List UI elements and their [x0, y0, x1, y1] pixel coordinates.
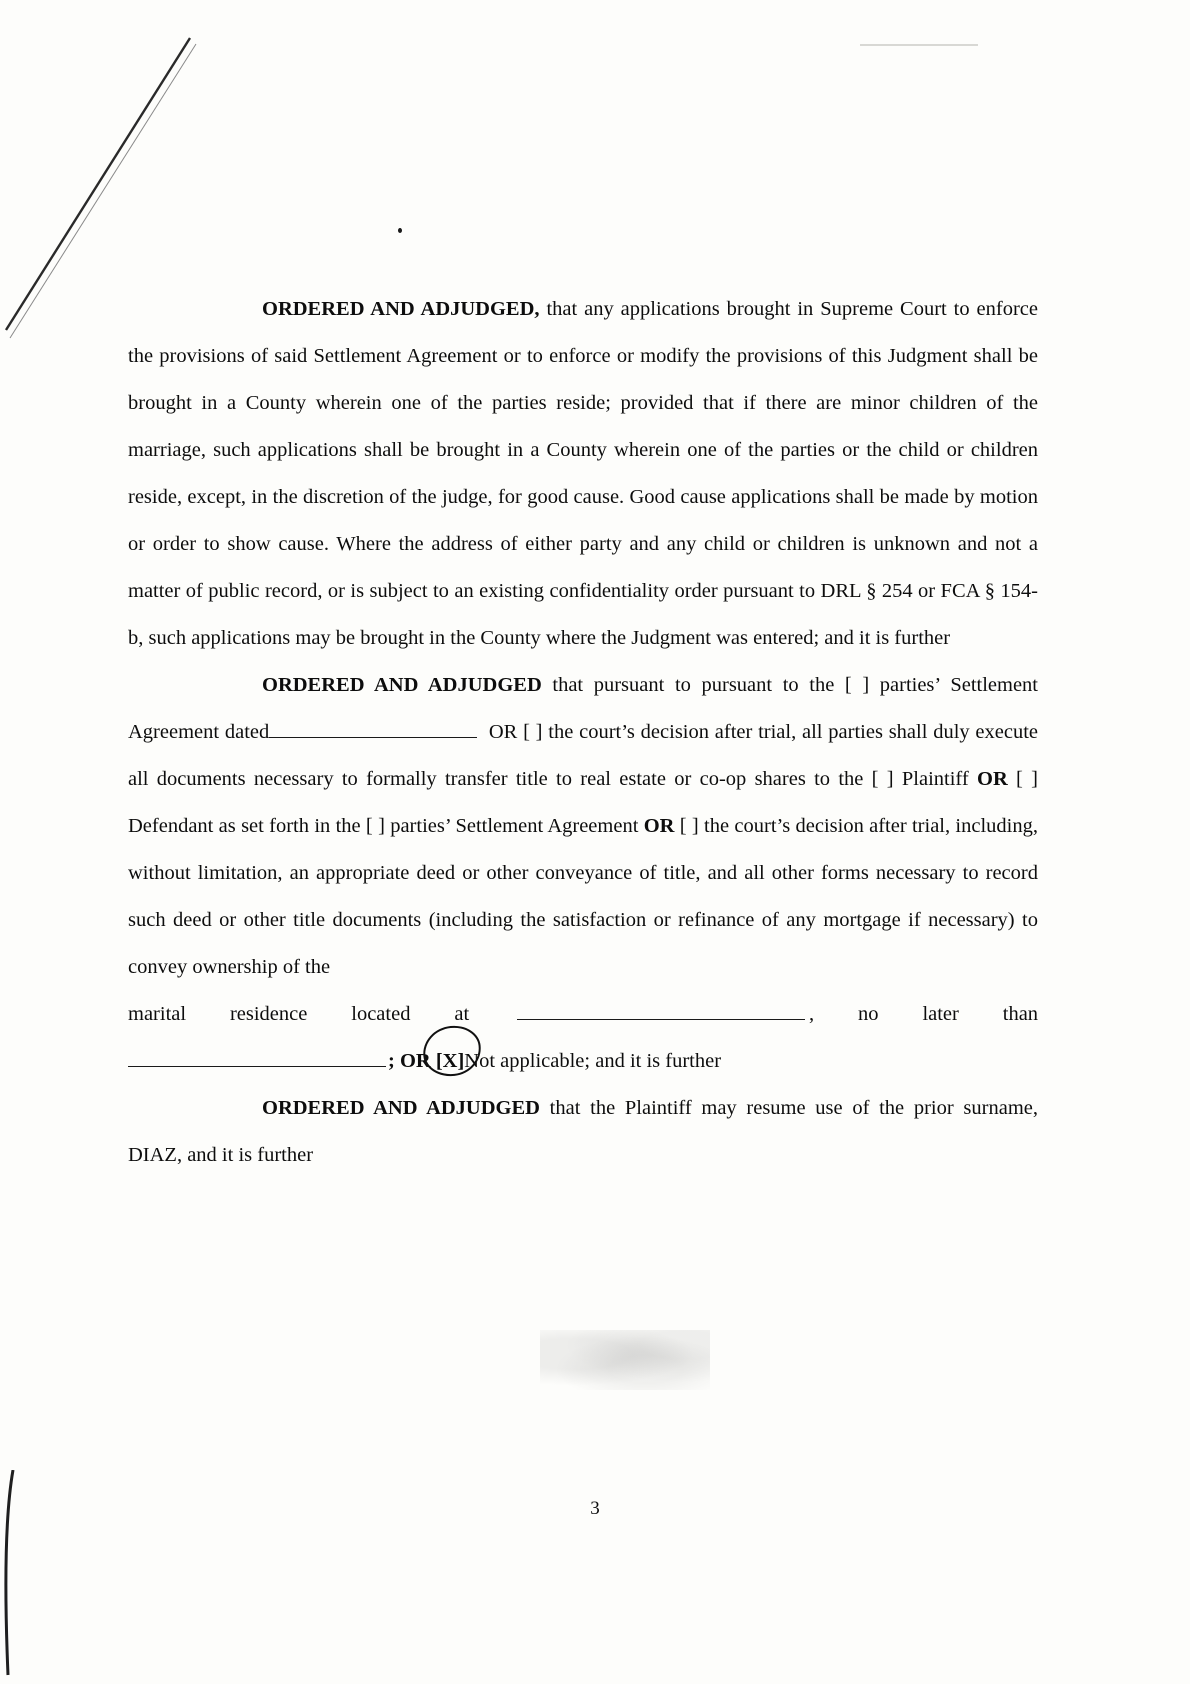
paragraph-2-or-bold-2: OR [643, 815, 675, 837]
comma-after-address: , [809, 1003, 815, 1025]
word-no: no [858, 1003, 879, 1025]
marital-residence-line [128, 991, 1038, 1038]
ordered-and-adjudged-heading-1: ORDERED AND ADJUDGED, [262, 298, 540, 320]
marital-residence-address-blank[interactable] [517, 1001, 805, 1020]
tail-or-label: ; OR [388, 1050, 431, 1072]
settlement-agreement-date-blank[interactable] [269, 719, 477, 738]
page-number: 3 [590, 1498, 600, 1519]
paragraph-2-segment-4: [ ] Defendant as set forth in the [ ] parties’ Settlement Agreement [128, 768, 1039, 837]
checkbox-x-mark: [X] [435, 1050, 465, 1072]
paragraph-3-text: that the Plaintiff may resume use of the prior surname, DIAZ, and it is further [128, 1097, 1038, 1166]
deadline-date-blank[interactable] [128, 1048, 386, 1067]
word-later: later [922, 1003, 959, 1025]
paragraph-2-or-bold-1: OR [977, 768, 1008, 790]
ordered-paragraph-1 [128, 286, 1038, 662]
paragraph-1-text: that any applications brought in Supreme Court to enforce the provisions of said Settlement Agreement or to enforce or modify the provisions of this Judgment shall be brought in a County wherein one of the parties reside; provided that if there are minor children of the marriage, such applications shall be brought in a County wherein one of the parties or the child or children reside, except, in the discretion of the judge, for good cause. Good cause applications shall be made by motion or order to show cause. Where the address of either party and any child or children is unknown and not a matter of public record, or is subject to an existing confidentiality order pursuant to DRL § 254 or FCA § 154-b, such applications may be brought in the County where the Judgment was entered; and it is further [128, 298, 1038, 649]
scan-artifact-top-mark [860, 44, 978, 46]
word-marital: marital [128, 1003, 187, 1025]
ordered-paragraph-3 [128, 1085, 1038, 1179]
word-at: at [454, 1003, 470, 1025]
paragraph-2-segment-1: that pursuant to pursuant to the [ ] parties’ Settlement Agreement dated [128, 674, 1038, 743]
scan-artifact-smudge [540, 1330, 710, 1390]
not-applicable-line [128, 1038, 1038, 1085]
not-applicable-text: Not applicable; and it is further [464, 1050, 722, 1072]
ordered-and-adjudged-heading-2: ORDERED AND ADJUDGED [262, 674, 542, 696]
paragraph-2-or-1: OR [ ] the court’s decision after trial, all parties shall duly execute all documents necessary to formally transfer title to real estate or co-op shares to the [ ] Plaintiff [128, 721, 1039, 790]
word-than: than [1002, 1003, 1039, 1025]
word-located: located [351, 1003, 411, 1025]
ordered-paragraph-2 [128, 662, 1038, 991]
word-residence: residence [229, 1003, 308, 1025]
document-body [128, 286, 1038, 1179]
scan-artifact-dot [398, 228, 402, 233]
paragraph-2-segment-6: [ ] the court’s decision after trial, including, without limitation, an appropriate deed or other conveyance of title, and all other forms necessary to record such deed or other title documents (including the satisfaction or refinance of any mortgage if necessary) to convey ownership of the [128, 815, 1038, 978]
not-applicable-checkbox[interactable] [436, 1038, 464, 1085]
ordered-and-adjudged-heading-3: ORDERED AND ADJUDGED [262, 1097, 540, 1119]
